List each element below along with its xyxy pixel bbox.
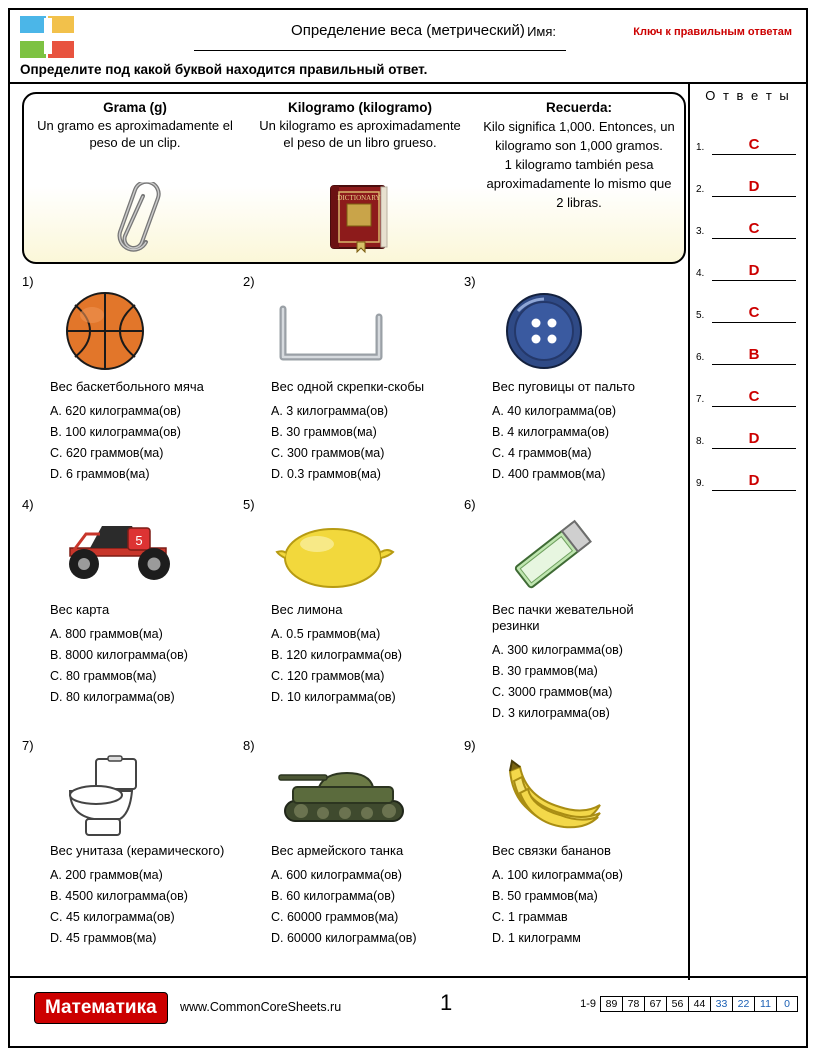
answer-row xyxy=(690,365,806,407)
go-kart-icon xyxy=(22,514,235,602)
question-options xyxy=(50,401,235,485)
question-prompt: Вес связки бананов xyxy=(492,843,611,858)
question-row xyxy=(22,274,686,485)
question-prompt: Вес карта xyxy=(50,602,110,617)
option-a[interactable]: A. 3 килограмма(ов) xyxy=(271,404,389,418)
scale-value: 56 xyxy=(666,996,688,1012)
instruction-text: Определите под какой буквой находится правильный ответ. xyxy=(20,62,428,77)
chewing-gum-pack-icon xyxy=(464,514,677,602)
answer-value[interactable]: D xyxy=(712,262,796,281)
worksheet-page xyxy=(8,8,808,1048)
reference-gram-text: Un gramo es aproximadamente el peso de un clip. xyxy=(37,118,233,150)
option-b[interactable]: B. 30 граммов(ма) xyxy=(492,664,598,678)
question-prompt: Вес пачки жевательной резинки xyxy=(492,602,634,633)
question-8 xyxy=(243,738,464,949)
question-6 xyxy=(464,497,685,724)
question-1 xyxy=(22,274,243,485)
svg-text:5: 5 xyxy=(135,533,143,548)
reference-gram-heading: Grama (g) xyxy=(103,100,167,115)
option-c[interactable]: C. 80 граммов(ма) xyxy=(50,669,157,683)
questions-grid xyxy=(22,274,686,949)
option-d[interactable]: D. 10 килограмма(ов) xyxy=(271,690,396,704)
option-a[interactable]: A. 600 килограмма(ов) xyxy=(271,868,402,882)
option-a[interactable]: A. 620 килограмма(ов) xyxy=(50,404,181,418)
answer-row xyxy=(690,281,806,323)
answer-value[interactable]: D xyxy=(712,430,796,449)
option-b[interactable]: B. 120 килограмма(ов) xyxy=(271,648,402,662)
scale-value: 89 xyxy=(600,996,622,1012)
question-number: 7) xyxy=(22,738,34,753)
option-d[interactable]: D. 1 килограмм xyxy=(492,931,581,945)
army-tank-icon xyxy=(243,755,456,843)
option-d[interactable]: D. 3 килограмма(ов) xyxy=(492,706,610,720)
answer-number: 6. xyxy=(696,352,705,363)
option-c[interactable]: C. 1 граммав xyxy=(492,910,568,924)
question-number: 3) xyxy=(464,274,476,289)
scale-value: 22 xyxy=(732,996,754,1012)
question-prompt: Вес лимона xyxy=(271,602,343,617)
option-c[interactable]: C. 620 граммов(ма) xyxy=(50,446,164,460)
option-a[interactable]: A. 200 граммов(ма) xyxy=(50,868,163,882)
name-label: Имя: xyxy=(527,24,556,39)
answer-value[interactable]: D xyxy=(712,472,796,491)
answer-row xyxy=(690,449,806,491)
option-c[interactable]: C. 45 килограмма(ов) xyxy=(50,910,175,924)
question-options xyxy=(271,624,456,708)
reference-kilogram-text: Un kilogramo es aproximadamente el peso de un libro grueso. xyxy=(259,118,461,150)
page-number: 1 xyxy=(440,990,453,1015)
question-prompt: Вес унитаза (керамического) xyxy=(50,843,225,858)
answers-list xyxy=(690,113,806,491)
subject-badge: Математика xyxy=(34,992,168,1024)
answer-number: 5. xyxy=(696,310,705,321)
option-a[interactable]: A. 300 килограмма(ов) xyxy=(492,643,623,657)
toilet-icon xyxy=(22,755,235,843)
reference-remember xyxy=(474,94,684,262)
reference-gram xyxy=(24,94,246,262)
answer-row xyxy=(690,155,806,197)
option-c[interactable]: C. 3000 граммов(ма) xyxy=(492,685,613,699)
scale-value: 44 xyxy=(688,996,710,1012)
question-options xyxy=(50,624,235,708)
answer-row xyxy=(690,239,806,281)
header-divider xyxy=(194,50,566,51)
question-number: 6) xyxy=(464,497,476,512)
question-prompt: Вес баскетбольного мяча xyxy=(50,379,204,394)
page-header xyxy=(10,10,806,62)
dictionary-book-icon xyxy=(246,182,474,256)
question-options xyxy=(492,401,677,485)
answer-number: 3. xyxy=(696,226,705,237)
question-row xyxy=(22,497,686,724)
reference-box xyxy=(22,92,686,264)
instruction-divider xyxy=(10,82,806,84)
question-row xyxy=(22,738,686,949)
option-d[interactable]: D. 400 граммов(ма) xyxy=(492,467,606,481)
answer-value[interactable]: C xyxy=(712,220,796,239)
option-c[interactable]: C. 4 граммов(ма) xyxy=(492,446,592,460)
question-number: 5) xyxy=(243,497,255,512)
option-a[interactable]: A. 40 килограмма(ов) xyxy=(492,404,617,418)
answer-number: 7. xyxy=(696,394,705,405)
answer-number: 1. xyxy=(696,142,705,153)
scale-value: 11 xyxy=(754,996,776,1012)
question-options xyxy=(50,865,235,949)
question-3 xyxy=(464,274,685,485)
answer-row xyxy=(690,407,806,449)
question-options xyxy=(492,640,677,724)
answers-panel-title: О т в е т ы xyxy=(705,88,791,103)
page-footer xyxy=(10,978,806,1046)
lemon-icon xyxy=(243,514,456,602)
reference-remember-text2: 1 kilogramo también pesa aproximadamente lo mismo que 2 libras. xyxy=(486,157,672,210)
question-options xyxy=(271,401,456,485)
option-d[interactable]: D. 6 граммов(ма) xyxy=(50,467,150,481)
question-prompt: Вес одной скрепки-скобы xyxy=(271,379,425,394)
question-prompt: Вес армейского танка xyxy=(271,843,404,858)
paperclip-icon xyxy=(24,182,246,256)
option-c[interactable]: C. 60000 граммов(ма) xyxy=(271,910,399,924)
option-a[interactable]: A. 800 граммов(ма) xyxy=(50,627,163,641)
grading-scale xyxy=(580,996,798,1012)
question-number: 8) xyxy=(243,738,255,753)
question-number: 2) xyxy=(243,274,255,289)
question-options xyxy=(492,865,677,949)
question-2 xyxy=(243,274,464,485)
scale-range-label: 1-9 xyxy=(580,998,596,1010)
option-a[interactable]: A. 0.5 граммов(ма) xyxy=(271,627,381,641)
page-title: Определение веса (метрический) xyxy=(291,22,525,39)
question-4 xyxy=(22,497,243,724)
answer-number: 4. xyxy=(696,268,705,279)
answer-value[interactable]: C xyxy=(712,388,796,407)
answer-number: 2. xyxy=(696,184,705,195)
option-c[interactable]: C. 300 граммов(ма) xyxy=(271,446,385,460)
reference-kilogram xyxy=(246,94,474,262)
question-7 xyxy=(22,738,243,949)
answer-key-label: Ключ к правильным ответам xyxy=(633,26,792,38)
site-url[interactable]: www.CommonCoreSheets.ru xyxy=(180,1000,342,1014)
option-d[interactable]: D. 0.3 граммов(ма) xyxy=(271,467,381,481)
svg-text:DICTIONARY: DICTIONARY xyxy=(337,194,381,202)
answer-value[interactable]: C xyxy=(712,136,796,155)
option-b[interactable]: B. 4 килограмма(ов) xyxy=(492,425,610,439)
option-b[interactable]: B. 60 килограмма(ов) xyxy=(271,889,396,903)
answer-row xyxy=(690,197,806,239)
option-b[interactable]: B. 50 граммов(ма) xyxy=(492,889,598,903)
answer-value[interactable]: C xyxy=(712,304,796,323)
option-b[interactable]: B. 100 килограмма(ов) xyxy=(50,425,181,439)
reference-remember-heading: Recuerda: xyxy=(545,100,613,115)
answer-row xyxy=(690,113,806,155)
option-d[interactable]: D. 60000 килограмма(ов) xyxy=(271,931,417,945)
staple-icon xyxy=(243,291,456,379)
option-b[interactable]: B. 4500 килограмма(ов) xyxy=(50,889,188,903)
button-icon xyxy=(464,291,677,379)
answer-number: 8. xyxy=(696,436,705,447)
answer-row xyxy=(690,323,806,365)
question-number: 9) xyxy=(464,738,476,753)
option-b[interactable]: B. 30 граммов(ма) xyxy=(271,425,377,439)
option-a[interactable]: A. 100 килограмма(ов) xyxy=(492,868,623,882)
question-options xyxy=(271,865,456,949)
question-5 xyxy=(243,497,464,724)
basketball-icon xyxy=(22,291,235,379)
answer-number: 9. xyxy=(696,478,705,489)
question-number: 1) xyxy=(22,274,34,289)
answer-value[interactable]: D xyxy=(712,178,796,197)
scale-value: 0 xyxy=(776,996,798,1012)
option-c[interactable]: C. 120 граммов(ма) xyxy=(271,669,385,683)
reference-remember-text: Kilo significa 1,000. Entonces, un kilogramo son 1,000 gramos. xyxy=(483,119,675,153)
scale-value: 78 xyxy=(622,996,644,1012)
option-b[interactable]: B. 8000 килограмма(ов) xyxy=(50,648,188,662)
question-prompt: Вес пуговицы от пальто xyxy=(492,379,635,394)
answer-value[interactable]: B xyxy=(712,346,796,365)
option-d[interactable]: D. 80 килограмма(ов) xyxy=(50,690,175,704)
bananas-icon xyxy=(464,755,677,843)
scale-value: 67 xyxy=(644,996,666,1012)
option-d[interactable]: D. 45 граммов(ма) xyxy=(50,931,157,945)
question-number: 4) xyxy=(22,497,34,512)
reference-kilogram-heading: Kilogramo (kilogramo) xyxy=(287,100,432,115)
question-9 xyxy=(464,738,685,949)
scale-value: 33 xyxy=(710,996,732,1012)
answers-panel xyxy=(688,82,806,980)
